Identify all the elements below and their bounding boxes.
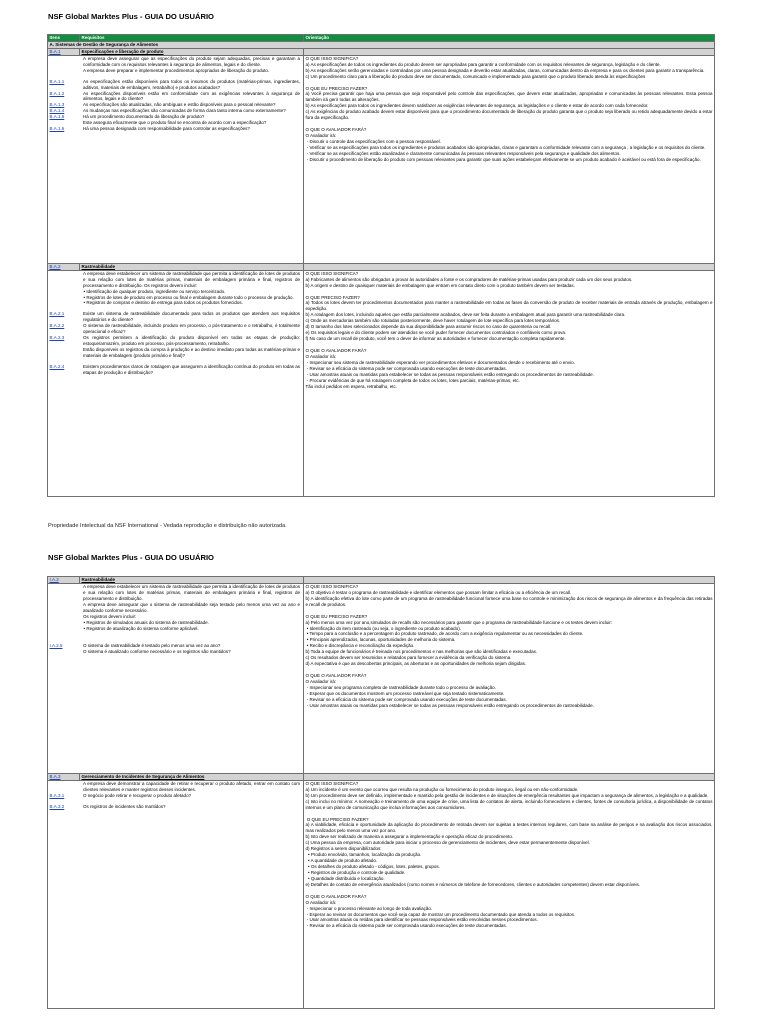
subsection-spacer bbox=[304, 577, 715, 584]
requirement-intro: A empresa deve assegurar que as especificações do produto sejam adequadas, precisas e garantam a conformidade com os requisitos relevantes à segurança de alimentos, legais e do cliente. A empresa deve preparar e implementar procedimentos apropriados de liberação do produto. bbox=[83, 55, 300, 73]
table-row bbox=[48, 270, 715, 496]
requirements-cell bbox=[48, 55, 304, 263]
header-orientation: Orientação bbox=[304, 35, 715, 42]
subsection-id[interactable]: B.A.2 bbox=[48, 263, 80, 270]
requirement-id-link[interactable]: B.A.1.3 bbox=[49, 102, 65, 108]
requirement-id-link[interactable]: I.A.2.5 bbox=[49, 643, 63, 649]
subsection-title: Rastreabilidade bbox=[80, 577, 304, 584]
subsection-title: Especificações e liberação de produto bbox=[80, 48, 304, 55]
requirements-cell bbox=[48, 583, 304, 773]
orientation-cell: O QUE ISSO SIGNIFICA? a) O objetivo é testar o programa de rastreabilidade e identificar elementos que possam limitar a eficácia ou a eficiência de um recall. b) A identificação efetiva do lote como parte de um programa de rastreabilidade funcional fornece uma base no controle e minimização dos riscos de segurança de alimentos e da frequência das retiradas e recall de produtos. O QUE EU PRECISO FAZER? a) Pelo menos uma vez por ano,simulados de recalls são necessários para garantir que o programa de rastreabilidade funcione e os testes devem incluir: • Identificação do item rastreado (ou seja, o ingrediente ou produto acabado). • Tempo para a conclusão e a percentagem do produto rastreado, de acordo com a exigência regulamentar ou as necessidades do cliente. • Principais aprendizados, lacunas, oportunidades de melhoria do sistema. • Recibo e discrepância e reconciliação da expedição. b) Toda a equipe de funcionários é treinada nos procedimentos e nas melhorias que são identificadas e executadas. c) Os resultados devem ser resumidos e relatados para fornecer a evidência da verificação do sistema. d) A expectativa é que as descobertas principais, as aberturas e as oportunidades de melhoria sejam dirigidas. O QUE O AVALIADOR FARÁ? O Avaliador irá: - Inspecionar seu programa completo de rastreabilidade durante todo o processo de avaliação. - Esperar que os documentos mostrem um processo rastreável que seja testado sistematicamente. - Revisar se a eficácia do sistema pode ser comprovada usando execuções de teste documentadas. - Usar amostras atuais ou mantidas para estabelecer se todas as pessoas responsáveis estão entregando os procedimentos de rastreabilidade. bbox=[304, 583, 715, 773]
requirement-id-link[interactable]: B.A.1.5 bbox=[49, 114, 65, 120]
requirement-text: Há um procedimento documentado da liberação de produto? Este assegura eficazmente que o produto final se encontra de acordo com a especificação? bbox=[83, 114, 267, 126]
requirement-id-link[interactable]: B.A.1.6 bbox=[49, 126, 65, 132]
subsection-id[interactable]: B.A.1 bbox=[48, 48, 80, 55]
requirement-bullet: • Registros de lotes de produto em processo ou final e embalagem durante todo o processo de produção. bbox=[83, 294, 294, 300]
requirement-text: As especificações são atualizadas, não ambíguas e estão disponíveis para o pessoal relevante? bbox=[83, 102, 276, 108]
requirement-bullet: • Registros de atualização do sistema conforme aplicável. bbox=[83, 625, 199, 631]
subsection-row bbox=[48, 773, 715, 780]
requirements-cell bbox=[48, 780, 304, 1008]
requirement-id-link[interactable]: B.A.2.2 bbox=[49, 323, 65, 329]
subsection-row bbox=[48, 48, 715, 55]
requirements-cell bbox=[48, 270, 304, 496]
header-requirements: Requisitos bbox=[80, 35, 304, 42]
requirement-id-link[interactable]: B.A.2.3 bbox=[49, 335, 65, 341]
guide-table bbox=[47, 34, 715, 497]
requirement-text: As especificações estão disponíveis para todos os insumos do produtos (matérias-primas, ingredientes, aditivos, materiais de embalagem, retrabalho) e produtos acabados? bbox=[83, 78, 300, 90]
guide-table bbox=[47, 576, 715, 1009]
requirement-id-link[interactable]: B.A.1.4 bbox=[49, 108, 65, 114]
orientation-text: O QUE ISSO SIGNIFICA? a) Fabricantes de alimentos são obrigados a provar às autoridades a fonte e os compradores de matérias-primas usadas para produzir cada um dos seus produtos. b) A origem e destino de quaisquer materiais de embalagem que entram em contato direto com o produto também devem ser testadas. O QUE PRECISO FAZER? a) Todos os lotes devem ter procedimentos documentados para manter a rastreabilidade em todas as fases da conversão de produto de receber materiais de entrada através de produção, embalagem e expedição. b) A rotulagem dos lotes, incluindo aqueles que estão parcialmente acabados, deve ser feita durante a embalagem atual para garantir uma rastreabilidade clara. c) Onde as mercadorias também são rotuladas posteriormente, deve haver rotulagem de lote específica para lotes temporários. d) O tamanho dos lotes selecionados depende da sua disponibilidade para assumir riscos no caso de quarentena ou recall. e) Os requisitos legais e do cliente podem ser atendidos se você puder fornecer documentos controlados e confiáveis como prova. f) No caso de um recall de produto, você tem o dever de informar as autoridades e fornecer documentação completa rapidamente. O QUE O AVALIADOR FARÁ? O Avaliador irá: - Inspecionar seu sistema de rastreabilidade esperando ver procedimentos efetivos e documentados desde o recebimento até o envio. - Revisar se a eficácia do sistema pode ser comprovada usando execuções de teste documentadas. - Usar amostras atuais ou mantidas para estabelecer se todas as pessoas responsáveis estão entregando os procedimentos de rastreabilidade. - Procurar evidências de que há rotulagem completa de todos os lotes, lotes parciais, matérias-primas, etc. bbox=[305, 270, 713, 383]
requirement-text: Existem procedimentos claros de rotulagem que assegurem a identificação contínua do produto em todas as etapas de produção e distribuição? bbox=[83, 363, 300, 375]
header-items: Itens bbox=[48, 35, 80, 42]
requirement-bullet: • Registros de simulados anuais do sistema de rastreabilidade. bbox=[83, 619, 209, 625]
requirement-text: O sistema de rastreabilidade é testado pelo menos uma vez ao ano? O sistema é atualizado conforme necessário e os registros são mantidos? bbox=[83, 643, 231, 655]
subsection-spacer bbox=[304, 48, 715, 55]
page-title: NSF Global Marktes Plus - GUIA DO USUÁRIO bbox=[48, 553, 214, 562]
requirement-id-link[interactable]: B.A.1.2 bbox=[49, 90, 65, 96]
requirement-text: Os registros permitem a identificação do produto disponível em todas as etapas de produção: estoque/armazém, produto em processo, pós-processamento, retrabalho. Estão disponíveis os registros da compra à produção e ao destino imediato para todas as matérias-primas e materiais de embalagem (produto primário e final)? bbox=[83, 335, 300, 358]
requirement-text: Existe um sistema de rastreabilidade documentado para todos os produtos que atendem aos requisitos regulatórios e do cliente? bbox=[83, 311, 300, 323]
orientation-cell: O QUE ISSO SIGNIFICA? a) As especificações de todos os ingredientes do produto devem ser apropriadas para garantir a conformidade com os requisitos relevantes de segurança, legislação e do cliente. b) As especificações serão gerenciadas e controladas por uma pessoa designada e deverão estar atualizadas, claras, comunicadas dentro da empresa e para os clientes para garantir a transparência. c) Um procedimento claro para a liberação do produto deve ser documentado, comunicado e implementado para garantir que o produto liberado atenda às especificações O QUE EU PRECISO FAZER? a) Você precisa garantir que haja uma pessoa que seja responsável pelo controle das especificações, que devem estar atualizadas, apropriadas e comunicadas às pessoas relevantes. Essa pessoa também irá gerir todas as alterações. b) As especificações para todos os ingredientes devem satisfazer as exigências relevantes de segurança, as legislações e o cliente e estar de acordo com cada fornecedor. c) As exigências do produto acabado devem estar disponíveis para que o procedimento documentado de liberação do produto garanta que o produto seja liberado ou retido adequadamente devido a estar fora da especificação. O QUE O AVALIADOR FARÁ? O Avaliador irá: - Discutir o controle das especificações com a pessoa responsável. - Verificar se as especificações para todos os ingredientes e produtos acabados são apropriadas, claras e garantam a conformidade relevante com a segurança , a legislação e os requisitos do cliente. - Verificar se as especificações estão atualizadas e claramente comunicadas às pessoas relevantes responsáveis pela segurança e qualidade dos alimentos. - Discutir o procedimento de liberação do produto com pessoas relevantes para garantir que suas ações estabeleçam efetivamente se um produto acabado é aceitável ou está fora de especificação. bbox=[304, 55, 715, 263]
subsection-title: Gerenciamento de Incidentes de Segurança de Alimentos bbox=[80, 773, 304, 780]
subsection-row bbox=[48, 577, 715, 584]
subsection-spacer bbox=[304, 263, 715, 270]
requirement-text: Há uma pessoa designada com responsabilidade para controlar as especificações? bbox=[83, 126, 250, 132]
section-row bbox=[48, 41, 715, 48]
requirement-id-link[interactable]: B.A.3.2 bbox=[49, 803, 65, 809]
requirement-text: As mudanças nas especificações são comunicadas de forma clara tanto interna como externamente? bbox=[83, 108, 286, 114]
requirement-text: O sistema de rastreabilidade, incluindo produto em processo, o pós-tratamento e o retrabalho, é totalmente operacional e eficaz? bbox=[83, 323, 300, 335]
requirement-id-link[interactable]: B.A.2.1 bbox=[49, 311, 65, 317]
footer-note: Propriedade Intelectual da NSF International - Vedada reprodução e distribuição não autorizada. bbox=[48, 523, 287, 529]
subsection-spacer bbox=[304, 773, 715, 780]
requirement-text: O negócio pode retirar e recuperar o produto afetado? bbox=[83, 792, 192, 798]
requirement-id-link[interactable]: B.A.2.4 bbox=[49, 363, 65, 369]
orientation-note: Tão incluí pedidos em espera, retrabalho, etc. bbox=[305, 383, 398, 389]
requirement-intro: A empresa deve demonstrar a capacidade de retirar e recuperar o produto afetado, entrar em contato com clientes relevantes e manter registros desses incidentes. bbox=[83, 780, 300, 792]
orientation-cell: O QUE ISSO SIGNIFICA? a) Um incidente é um evento que ocorreu que resulta na produção ou fornecimento do produto inseguro, ilegal ou em não-conformidade. b) Um procedimento deve ser definido, implementado e mantido pela gestão de incidentes e de situações de emergência resultantes que impactam a segurança de alimentos, a legislação e a qualidade. c) Isto inclui no mínimo: A nomeação e treinamento de uma equipe de crise, uma lista de contatos de alerta, incluindo fornecedores e clientes, fontes de consultoria jurídica, a disponibilidade de contatos internos e um plano de comunicação que inclua informações aos consumidores. O QUE EU PRECISO FAZER? a) A viabilidade, eficácia e oportunidade da aplicação do procedimento de retirada devem ser sujeitas a testes internos regulares, com base na análise de perigos e na avaliação dos riscos associados, mas realizados pelo menos uma vez por ano. b) Isto deve ser realizado de maneira a assegurar a implementação e operação eficaz do procedimento. c) Uma pessoa da empresa, com autoridade para iniciar o processo de gerenciamento de incidentes, deve estar permanentemente disponível. d) Registros a serem disponibilizados: • Produto envolvido, tamanhos, localização da produção. • A quantidade de produto afetado. • Os detalhes do produto afetado - códigos, lotes, paletes, grupos. • Registros de produção e controle de qualidade. • Quantidade distribuída e localização. e) Detalhes de contato de emergência atualizados (como nomes e números de telefone de fornecedores, clientes e autoridades competentes) devem estar disponíveis. O QUE O AVALIADOR FARÁ? O Avaliador irá: - Inspecionar o processo relevante ao longo de toda avaliação. - Esperar ao revisar os documentos que você seja capaz de mostrar um procedimento documentado que atenda a todos os requisitos. - Usar amostras atuais ou retidas para identificar se pessoas responsáveis estão envolvidas nesses procedimentos. - Revisar se a eficácia do sistema pode ser comprovada usando execuções de teste documentadas. bbox=[304, 780, 715, 1008]
subsection-id[interactable]: I.A.2 bbox=[48, 577, 80, 584]
orientation-cell bbox=[304, 270, 715, 496]
section-title: A. Sistemas de Gestão de Segurança de Alimentos bbox=[48, 41, 715, 48]
requirement-intro: A empresa deve estabelecer um sistema de rastreabilidade que permita a identificação de lotes de produtos e sua relação com lotes de matérias primas, materiais de embalagem primária e final, registros de processamento e distribuição. Os registros devem incluir: bbox=[83, 270, 300, 288]
requirement-text: As especificações disponíveis estão em conformidade com as exigências relevantes à segurança de alimentos, legais e do cliente? bbox=[83, 90, 300, 102]
requirement-id-link[interactable]: B.A.3.1 bbox=[49, 792, 65, 798]
table-row bbox=[48, 55, 715, 263]
requirement-text: Os registros de incidentes são mantidos? bbox=[83, 803, 166, 809]
requirement-intro: A empresa deve estabelecer um sistema de rastreabilidade que permita a identificação de lotes de produtos e sua relação com lotes de matérias primas, materiais de embalagem primária e final, registros de processamento e distribuição. A empresa deve assegurar que o sistema de rastreabilidade seja testado pelo menos uma vez ao ano e atualizado conforme necessário. Os registros devem incluir: bbox=[83, 583, 300, 619]
table-row bbox=[48, 780, 715, 1008]
page-title: NSF Global Marktes Plus - GUIA DO USUÁRIO bbox=[48, 12, 214, 21]
requirement-id-link[interactable]: B.A.1.1 bbox=[49, 78, 65, 84]
requirement-bullet: • Identificação de qualquer produto, ingrediente ou serviço terceirizado. bbox=[83, 288, 226, 294]
table-header-row bbox=[48, 35, 715, 42]
subsection-row bbox=[48, 263, 715, 270]
subsection-id[interactable]: B.A.3 bbox=[48, 773, 80, 780]
requirement-bullet: • Registros de compras e destino de entrega para todos os produtos fornecidos. bbox=[83, 300, 243, 306]
table-row bbox=[48, 583, 715, 773]
subsection-title: Rastreabilidade bbox=[80, 263, 304, 270]
